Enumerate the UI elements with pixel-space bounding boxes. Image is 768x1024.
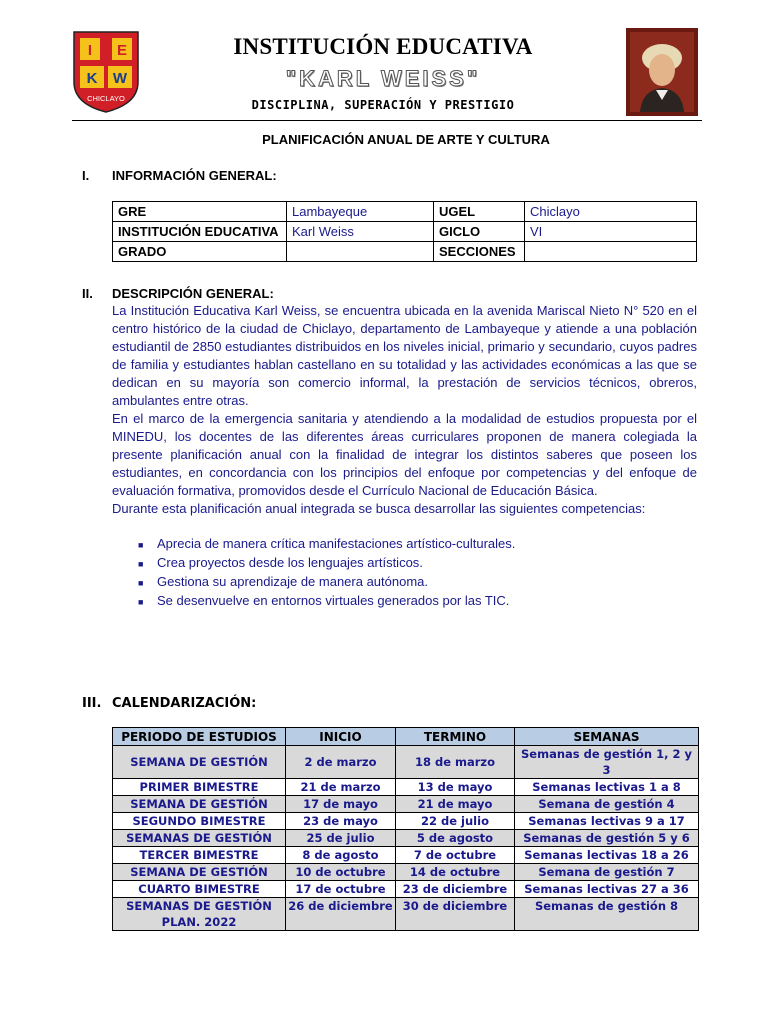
competency-list [138,535,698,611]
description-paragraph: Durante esta planificación anual integrada se busca desarrollar las siguientes competencias: [112,501,646,516]
start-cell: 17 de octubre [286,881,396,898]
info-value: Karl Weiss [287,222,434,242]
table-row [113,898,699,931]
info-value: VI [525,222,697,242]
period-cell: SEMANAS DE GESTIÓN [113,830,286,847]
info-key: GICLO [434,222,525,242]
start-cell: 23 de mayo [286,813,396,830]
info-value [287,242,434,262]
info-value: Chiclayo [525,202,697,222]
list-item-text: Crea proyectos desde los lenguajes artísticos. [157,555,423,570]
description-paragraph: La Institución Educativa Karl Weiss, se encuentra ubicada en la avenida Mariscal Nieto N° 520 en el centro histórico de la ciudad de Chiclayo, departamento de Lambayeque y atiende a una población estudiantil de 2850 estudiantes distribuidos en los niveles inicial, primario y secundario, cuyos padres de familia y estudiantes hablan castellano en su totalidad y las actividades económicas a las que se dedican en su mayoría son comercio informal, la prestación de servicios técnicos, obreros, ambulantes entre otras. [112,303,697,408]
info-key: GRADO [113,242,287,262]
end-cell: 30 de diciembre [396,898,515,931]
weeks-cell: Semanas lectivas 18 a 26 [515,847,699,864]
list-item [138,554,698,573]
list-item-text: Aprecia de manera crítica manifestaciones artístico-culturales. [157,536,516,551]
founder-portrait [626,28,698,116]
bullet-icon: ■ [138,540,144,550]
start-cell: 2 de marzo [286,746,396,779]
document-title: PLANIFICACIÓN ANUAL DE ARTE Y CULTURA [262,132,550,147]
table-header-row [113,728,699,746]
section-3-number: III. [82,696,102,711]
weeks-cell: Semanas lectivas 9 a 17 [515,813,699,830]
weeks-cell: Semanas de gestión 1, 2 y 3 [515,746,699,779]
table-row [113,222,697,242]
list-item [138,592,698,611]
table-row [113,830,699,847]
column-header: INICIO [286,728,396,746]
section-2-title: DESCRIPCIÓN GENERAL: [112,286,274,301]
section-1-number: I. [82,168,90,183]
header-rule [72,120,702,121]
bullet-icon: ■ [138,559,144,569]
period-cell: SEMANA DE GESTIÓN [113,746,286,779]
period-cell: TERCER BIMESTRE [113,847,286,864]
school-shield-logo [72,30,140,114]
table-row [113,202,697,222]
period-cell: CUARTO BIMESTRE [113,881,286,898]
section-3-title: CALENDARIZACIÓN: [112,696,257,711]
weeks-cell: Semanas lectivas 1 a 8 [515,779,699,796]
institution-heading: INSTITUCIÓN EDUCATIVA [233,34,533,59]
column-header: PERIODO DE ESTUDIOS [113,728,286,746]
description-body [112,302,697,518]
list-item-text: Gestiona su aprendizaje de manera autónoma. [157,574,429,589]
school-name: "KARL WEISS" [285,66,481,91]
table-row [113,881,699,898]
weeks-cell: Semanas de gestión 5 y 6 [515,830,699,847]
bullet-icon: ■ [138,578,144,588]
start-cell: 26 de diciembre [286,898,396,931]
description-paragraph: En el marco de la emergencia sanitaria y atendiendo a la modalidad de estudios propuesta por el MINEDU, los docentes de las diferentes áreas curriculares proponen de manera colegiada la presente planificación anual con la finalidad de integrar los distintos saberes que poseen los estudiantes, en concordancia con los principios del enfoque por competencias y del enfoque de evaluación formativa, promovidos desde el Currículo Nacional de Educación Básica. [112,411,697,498]
column-header: TERMINO [396,728,515,746]
period-cell: PRIMER BIMESTRE [113,779,286,796]
weeks-cell: Semanas lectivas 27 a 36 [515,881,699,898]
school-motto: DISCIPLINA, SUPERACIÓN Y PRESTIGIO [251,98,515,112]
start-cell: 17 de mayo [286,796,396,813]
bullet-icon: ■ [138,597,144,607]
end-cell: 22 de julio [396,813,515,830]
weeks-cell: Semana de gestión 7 [515,864,699,881]
shield-letter-w: W [112,70,128,87]
start-cell: 10 de octubre [286,864,396,881]
end-cell: 7 de octubre [396,847,515,864]
weeks-cell: Semanas de gestión 8 [515,898,699,931]
list-item-text: Se desenvuelve en entornos virtuales generados por las TIC. [157,593,510,608]
table-row [113,813,699,830]
column-header: SEMANAS [515,728,699,746]
shield-city: CHICLAYO [87,94,125,103]
table-row [113,746,699,779]
start-cell: 25 de julio [286,830,396,847]
start-cell: 21 de marzo [286,779,396,796]
list-item [138,535,698,554]
info-key: UGEL [434,202,525,222]
list-item [138,573,698,592]
table-row [113,847,699,864]
shield-letter-i: I [87,42,93,59]
period-cell: SEGUNDO BIMESTRE [113,813,286,830]
end-cell: 21 de mayo [396,796,515,813]
info-value [525,242,697,262]
end-cell: 13 de mayo [396,779,515,796]
info-key: SECCIONES [434,242,525,262]
shield-letter-k: K [86,70,98,87]
end-cell: 23 de diciembre [396,881,515,898]
table-row [113,796,699,813]
start-cell: 8 de agosto [286,847,396,864]
period-cell: SEMANAS DE GESTIÓN PLAN. 2022 [113,898,286,931]
period-cell: SEMANA DE GESTIÓN [113,796,286,813]
end-cell: 18 de marzo [396,746,515,779]
table-row [113,864,699,881]
general-info-table [112,201,697,262]
end-cell: 14 de octubre [396,864,515,881]
shield-letter-e: E [116,42,128,59]
weeks-cell: Semana de gestión 4 [515,796,699,813]
info-key: INSTITUCIÓN EDUCATIVA [113,222,287,242]
info-key: GRE [113,202,287,222]
section-2-number: II. [82,286,93,301]
calendar-table [112,727,699,931]
table-row [113,242,697,262]
table-row [113,779,699,796]
info-value: Lambayeque [287,202,434,222]
end-cell: 5 de agosto [396,830,515,847]
section-1-title: INFORMACIÓN GENERAL: [112,168,277,183]
period-cell: SEMANA DE GESTIÓN [113,864,286,881]
